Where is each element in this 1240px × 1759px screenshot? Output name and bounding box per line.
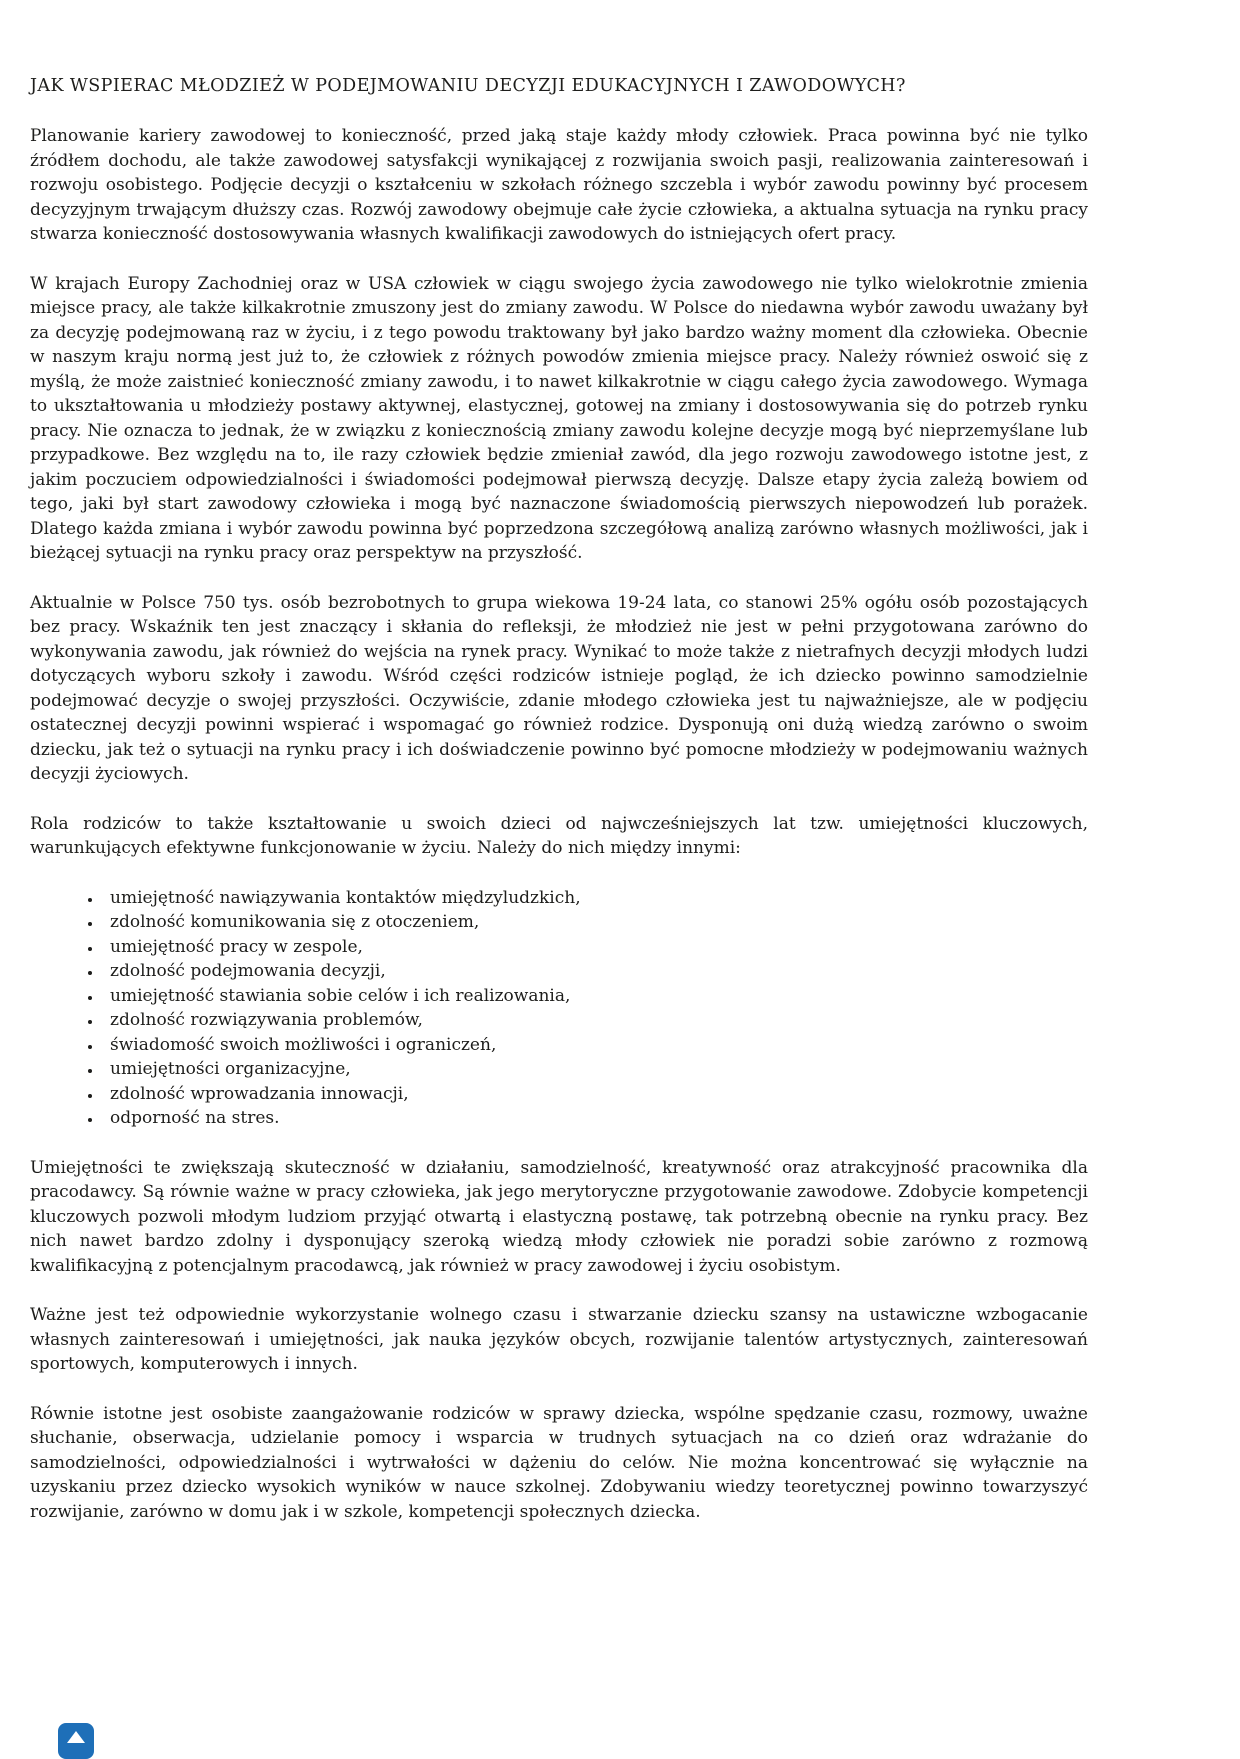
list-item: • świadomość swoich możliwości i ograniczeń,	[102, 1033, 1088, 1058]
list-item: • zdolność komunikowania się z otoczeniem,	[102, 910, 1088, 935]
paragraph-free-time: Ważne jest też odpowiednie wykorzystanie wolnego czasu i stwarzanie dziecku szansy na ustawiczne wzbogacanie własnych zainteresowań i umiejętności, jak nauka języków obcych, rozwijanie talentów artystycznych, zainteresowań sportowych, komputerowych i innych.	[30, 1305, 1088, 1374]
paragraph-skills-benefits: Umiejętności te zwiększają skuteczność w działaniu, samodzielność, kreatywność oraz atrakcyjność pracownika dla pracodawcy. Są równie ważne w pracy człowieka, jak jego merytoryczne przygotowanie zawodowe. Zdobycie kompetencji kluczowych pozwoli młodym ludziom przyjąć otwartą i elastyczną postawę, tak potrzebną obecnie na rynku pracy. Bez nich nawet bardzo zdolny i dysponujący szeroką wiedzą młody człowiek nie poradzi sobie zarówno z rozmową kwalifikacyjną z potencjalnym pracodawcą, jak również w pracy zawodowej i życiu osobistym.	[30, 1157, 1088, 1276]
list-item: • umiejętność nawiązywania kontaktów międzyludzkich,	[102, 886, 1088, 911]
list-item: • zdolność rozwiązywania problemów,	[102, 1008, 1088, 1033]
list-item: • umiejętność stawiania sobie celów i ich realizowania,	[102, 984, 1088, 1009]
list-item: • umiejętność pracy w zespole,	[102, 935, 1088, 960]
list-item: • odporność na stres.	[102, 1106, 1088, 1131]
key-skills-list	[30, 886, 1088, 1131]
paragraph-key-skills-intro: Rola rodziców to także kształtowanie u swoich dzieci od najwcześniejszych lat tzw. umiejętności kluczowych, warunkujących efektywne funkcjonowanie w życiu. Należy do nich między innymi:	[30, 813, 1088, 858]
list-item: • zdolność wprowadzania innowacji,	[102, 1082, 1088, 1107]
paragraph-career-change: W krajach Europy Zachodniej oraz w USA człowiek w ciągu swojego życia zawodowego nie tylko wielokrotnie zmienia miejsce pracy, ale także kilkakrotnie zmuszony jest do zmiany zawodu. W Polsce do niedawna wybór zawodu uważany był za decyzję podejmowaną raz w życiu, i z tego powodu traktowany był jako bardzo ważny moment dla człowieka. Obecnie w naszym kraju normą jest już to, że człowiek z różnych powodów zmienia miejsce pracy. Należy również oswoić się z myślą, że może zaistnieć konieczność zmiany zawodu, i to nawet kilkakrotnie w ciągu całego życia zawodowego. Wymaga to ukształtowania u młodzieży postawy aktywnej, elastycznej, gotowej na zmiany i dostosowywania się do potrzeb rynku pracy. Nie oznacza to jednak, że w związku z koniecznością zmiany zawodu kolejne decyzje mogą być nieprzemyślane lub przypadkowe. Bez względu na to, ile razy człowiek będzie zmieniał zawód, dla jego rozwoju zawodowego istotne jest, z jakim poczuciem odpowiedzialności i świadomości podejmował pierwszą decyzję. Dalsze etapy życia zależą bowiem od tego, jaki był start zawodowy człowieka i mogą być naznaczone świadomością pierwszych niepowodzeń lub porażek. Dlatego każda zmiana i wybór zawodu powinna być poprzedzona szczegółową analizą zarówno własnych możliwości, jak i bieżącej sytuacji na rynku pracy oraz perspektyw na przyszłość.	[30, 273, 1088, 563]
list-item: • umiejętności organizacyjne,	[102, 1057, 1088, 1082]
list-item: • zdolność podejmowania decyzji,	[102, 959, 1088, 984]
paragraph-parent-engagement: Równie istotne jest osobiste zaangażowanie rodziców w sprawy dziecka, wspólne spędzanie czasu, rozmowy, uważne słuchanie, obserwacja, udzielanie pomocy i wsparcia w trudnych sytuacjach na co dzień oraz wdrażanie do samodzielności, odpowiedzialności i wytrwałości w dążeniu do celów. Nie można koncentrować się wyłącznie na uzyskaniu przez dziecko wysokich wyników w nauce szkolnej. Zdobywaniu wiedzy teoretycznej powinno towarzyszyć rozwijanie, zarówno w domu jak i w szkole, kompetencji społecznych dziecka.	[30, 1403, 1088, 1522]
document-title: JAK WSPIERAC MŁODZIEŻ W PODEJMOWANIU DECYZJI EDUKACYJNYCH I ZAWODOWYCH?	[30, 76, 906, 96]
paragraph-unemployment: Aktualnie w Polsce 750 tys. osób bezrobotnych to grupa wiekowa 19-24 lata, co stanowi 25% ogółu osób pozostających bez pracy. Wskaźnik ten jest znaczący i skłania do refleksji, że młodzież nie jest w pełni przygotowana zarówno do wykonywania zawodu, jak również do wejścia na rynek pracy. Wynikać to może także z nietrafnych decyzji młodych ludzi dotyczących wyboru szkoły i zawodu. Wśród części rodziców istnieje pogląd, że ich dziecko powinno samodzielnie podejmować decyzje o swojej przyszłości. Oczywiście, zdanie młodego człowieka jest tu najważniejsze, ale w podjęciu ostatecznej decyzji powinni wspierać i wspomagać go również rodzice. Dysponują oni dużą wiedzą zarówno o swoim dziecku, jak też o sytuacji na rynku pracy i ich doświadczenie powinno być pomocne młodzieży w podejmowaniu ważnych decyzji życiowych.	[30, 592, 1088, 784]
logo-glyph	[67, 1731, 85, 1743]
paragraph-intro: Planowanie kariery zawodowej to konieczność, przed jaką staje każdy młody człowiek. Praca powinna być nie tylko źródłem dochodu, ale także zawodowej satysfakcji wynikającej z rozwijania swoich pasji, realizowania zainteresowań i rozwoju osobistego. Podjęcie decyzji o kształceniu w szkołach różnego szczebla i wybór zawodu powinny być procesem decyzyjnym trwającym dłuższy czas. Rozwój zawodowy obejmuje całe życie człowieka, a aktualna sytuacja na rynku pracy stwarza konieczność dostosowywania własnych kwalifikacji zawodowych do istniejących ofert pracy.	[30, 126, 1088, 244]
